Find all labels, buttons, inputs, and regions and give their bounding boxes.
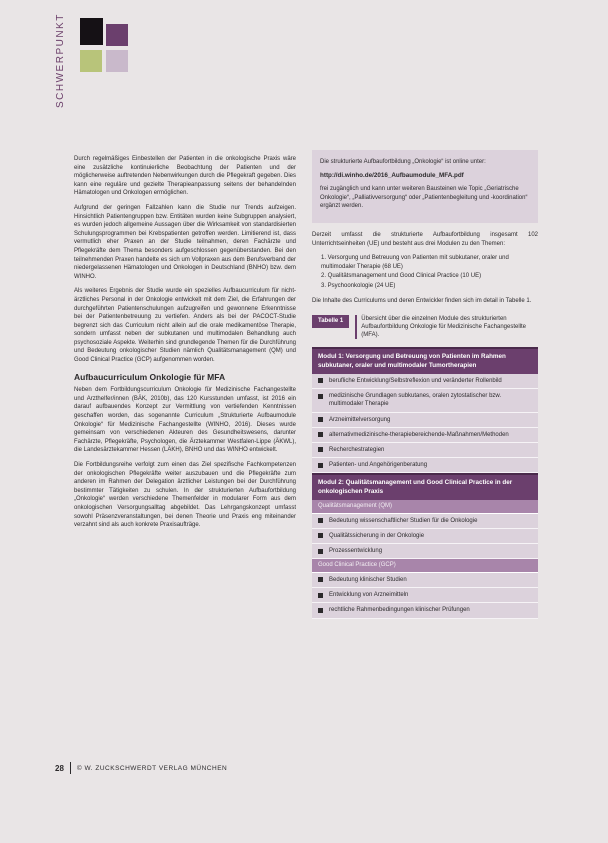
paragraph: Neben dem Fortbildungscurriculum Onkologie für Medizinische Fachangestellte und Arzthelfer/innen (BÄK, 2010b), das 120 Kursstunden umfasst, ist 2016 ein darauf aufbauendes Konzept zur Vermittlung von vertiefenden Kenntnissen geschaffen worden, das sogenannte Curriculum „Strukturierte Aufbaumodule Onkologie“ für Medizinische Fachangestellte (WINHO, 2016). Dieses wurde gemeinsam von verschiedenen Akteuren des Gesundheitswesens, darunter Fachärzte, Pflegekräfte, Psychologen, die Ärztekammer Westfalen-Lippe (ÄKWL), die Landesärztekammer Hessen (LÄKH), BNHO und das WINHO entwickelt. <box>74 387 296 454</box>
module-2-header: Modul 2: Qualitätsmanagement und Good Clinical Practice in der onkologischen Praxis <box>312 473 538 500</box>
square-bullet-icon <box>318 447 323 452</box>
row-text: berufliche Entwicklung/Selbstreflexion und veränderter Rollenbild <box>329 377 502 384</box>
subheader-qm: Qualitätsmanagement (QM) <box>312 500 538 514</box>
list-item: 3. Psychoonkologie (24 UE) <box>321 282 396 289</box>
row-text: Patienten- und Angehörigenberatung <box>329 462 428 469</box>
square-bullet-icon <box>318 463 323 468</box>
paragraph: Die Fortbildungsreihe verfolgt zum einen das Ziel spezifische Fachkompetenzen der onkologischen Pflegekräfte weiter auszubauen und die Pflegekräfte zum anderen im Rahmen der Delegation ärztlicher Leistungen bei der Durchführung bestimmter Tätigkeiten zu schulen. In der strukturierten Aufbaufortbildung „Onkologie“ werden verschiedene Themenfelder in modularer Form aus dem onkologischen Versorgungsalltag abgebildet. Das Lehrgangskonzept umfasst sowohl Präsenzveranstaltungen, bei denen Theorie und Praxis eng miteinander verzahnt sind als auch konkrete Praxisaufträge. <box>74 462 296 529</box>
table-row <box>312 603 538 618</box>
info-text: Die strukturierte Aufbaufortbildung „Onkologie“ ist online unter: <box>320 159 486 165</box>
info-url-link[interactable]: http://di.winho.de/2016_Aufbaumodule_MFA.pdf <box>320 171 464 179</box>
table-row <box>312 588 538 603</box>
paragraph: Derzeit umfasst die strukturierte Aufbaufortbildung insgesamt 102 Unterrichtseinheiten (UE) und besteht aus drei Modulen zu den Themen: <box>312 231 538 247</box>
left-column <box>74 155 296 536</box>
list-item: 1. Versorgung und Betreuung von Patienten mit subkutaner, oraler und multimodaler Therapie (68 UE) <box>321 255 509 270</box>
footer-divider <box>70 762 71 774</box>
table-row <box>312 514 538 529</box>
table-badge: Tabelle 1 <box>312 315 349 328</box>
table-row <box>312 413 538 428</box>
paragraph: Durch regelmäßiges Einbestellen der Patienten in die onkologische Praxis wäre eine zusätzliche kontinuierliche Beobachtung der Patienten und der möglicherweise auftretenden Nebenwirkungen durch die Pflegekraft gegeben. Dies kann eine reguläre und gezielte Therapieanpassung seitens der behandelnden Hämatologen und Onkologen ermöglichen. <box>74 156 296 197</box>
decor-square-dark <box>80 18 103 45</box>
square-bullet-icon <box>318 577 323 582</box>
table-caption: Übersicht über die einzelnen Module des strukturierten Aufbaufortbildung Onkologie für Medizinische Fachangestellte (MFA). <box>355 315 538 339</box>
row-text: Recherchestrategien <box>329 446 385 453</box>
module-list <box>312 254 538 290</box>
square-bullet-icon <box>318 432 323 437</box>
table-row <box>312 374 538 389</box>
list-item: 2. Qualitätsmanagement und Good Clinical Practice (10 UE) <box>321 273 482 280</box>
paragraph: Aufgrund der geringen Fallzahlen kann die Studie nur Trends aufzeigen. Hinsichtlich Patientengruppen bzw. Entitäten wurden keine Subgruppen analysiert, es wurden jedoch allgemeine Aussagen über die Wirksamkeit von standardisierten Schulungsprogrammen bei Krebspatienten getroffen werden. Limitierend ist, dass vermutlich eher Praxen an der Studie teilnahmen, deren Fachärzte und Pflegekräfte dem Thema besonders aufgeschlossen gegenüberstanden. Bei den teilnehmenden Praxen handelte es sich um Vollpraxen aus dem Berufsverband der niedergelassenen Hämatologen und Onkologen in Deutschland (BNHO) bzw. dem WINHO. <box>74 204 296 280</box>
subheader-gcp: Good Clinical Practice (GCP) <box>312 559 538 573</box>
table-row <box>312 573 538 588</box>
square-bullet-icon <box>318 533 323 538</box>
decor-square-olive <box>80 50 102 72</box>
section-label: SCHWERPUNKT <box>55 13 66 108</box>
table-caption-block <box>312 315 538 339</box>
row-text: Entwicklung von Arzneimitteln <box>329 592 409 599</box>
paragraph: Die Inhalte des Curriculums und deren Entwickler finden sich im detail in Tabelle 1. <box>312 297 532 304</box>
row-text: Qualitätssicherung in der Onkologie <box>329 532 425 539</box>
square-bullet-icon <box>318 549 323 554</box>
info-text: frei zugänglich und kann unter weiteren Bausteinen wie Topic „Geriatrische Onkologie“, „Palliativversorgung“ oder „Patientenbegleitung und -koordination“ ergänzt werden. <box>320 186 528 210</box>
decor-square-lilac <box>106 50 128 72</box>
table-row <box>312 458 538 473</box>
square-bullet-icon <box>318 518 323 523</box>
publisher-credit: © W. ZUCKSCHWERDT VERLAG MÜNCHEN <box>76 764 228 772</box>
square-bullet-icon <box>318 417 323 422</box>
table-row <box>312 544 538 559</box>
table-row <box>312 389 538 412</box>
square-bullet-icon <box>318 608 323 613</box>
row-text: Arzneimittelversorgung <box>329 416 391 423</box>
page-footer <box>55 762 227 774</box>
table-row <box>312 428 538 443</box>
row-text: alternativmedizinische-therapiebereichende-Maßnahmen/Methoden <box>329 431 509 438</box>
row-text: Bedeutung klinischer Studien <box>329 576 407 583</box>
row-text: Bedeutung wissenschaftlicher Studien für die Onkologie <box>329 517 478 524</box>
square-bullet-icon <box>318 394 323 399</box>
table-row <box>312 443 538 458</box>
square-bullet-icon <box>318 593 323 598</box>
row-text: rechtliche Rahmenbedingungen klinischer Prüfungen <box>329 607 470 614</box>
row-text: medizinische Grundlagen subkutanes, oralen zytostatischer bzw. multimodaler Therapie <box>329 393 502 408</box>
row-text: Prozessentwicklung <box>329 548 383 555</box>
page-number: 28 <box>55 763 64 773</box>
square-bullet-icon <box>318 378 323 383</box>
paragraph: Als weiteres Ergebnis der Studie wurde ein spezielles Aufbaucurriculum für nicht-ärztliches Personal in der Onkologie entwickelt mit dem Ziel, die Erfahrungen der durchgeführten Patientenschulungen aufzugreifen und gewonnene Erkenntnisse bei der Patientenbetreuung zu vertiefen. Anders als bei der PACOCT-Studie begrenzt sich das Curriculum nicht allein auf die orale medikamentöse Therapie, sondern umfasst neben der subkutanen und multimodalen Behandlung auch psychosoziale Aspekte. Weiterhin sind grundlegende Themen für die Durchführung und Bedeutung onkologischer Studien nämlich Qualitätsmanagement (QM) und Good Clinical Practice (GCP) aufgenommen worden. <box>74 288 296 364</box>
module-1-header: Modul 1: Versorgung und Betreuung von Patienten im Rahmen subkutaner, oraler und multimodaler Tumortherapien <box>312 347 538 374</box>
info-box <box>312 150 538 223</box>
decor-square-purple <box>106 24 128 46</box>
module-table <box>312 347 538 618</box>
section-heading: Aufbaucurriculum Onkologie für MFA <box>74 371 226 382</box>
table-row <box>312 529 538 544</box>
right-column <box>312 150 538 619</box>
